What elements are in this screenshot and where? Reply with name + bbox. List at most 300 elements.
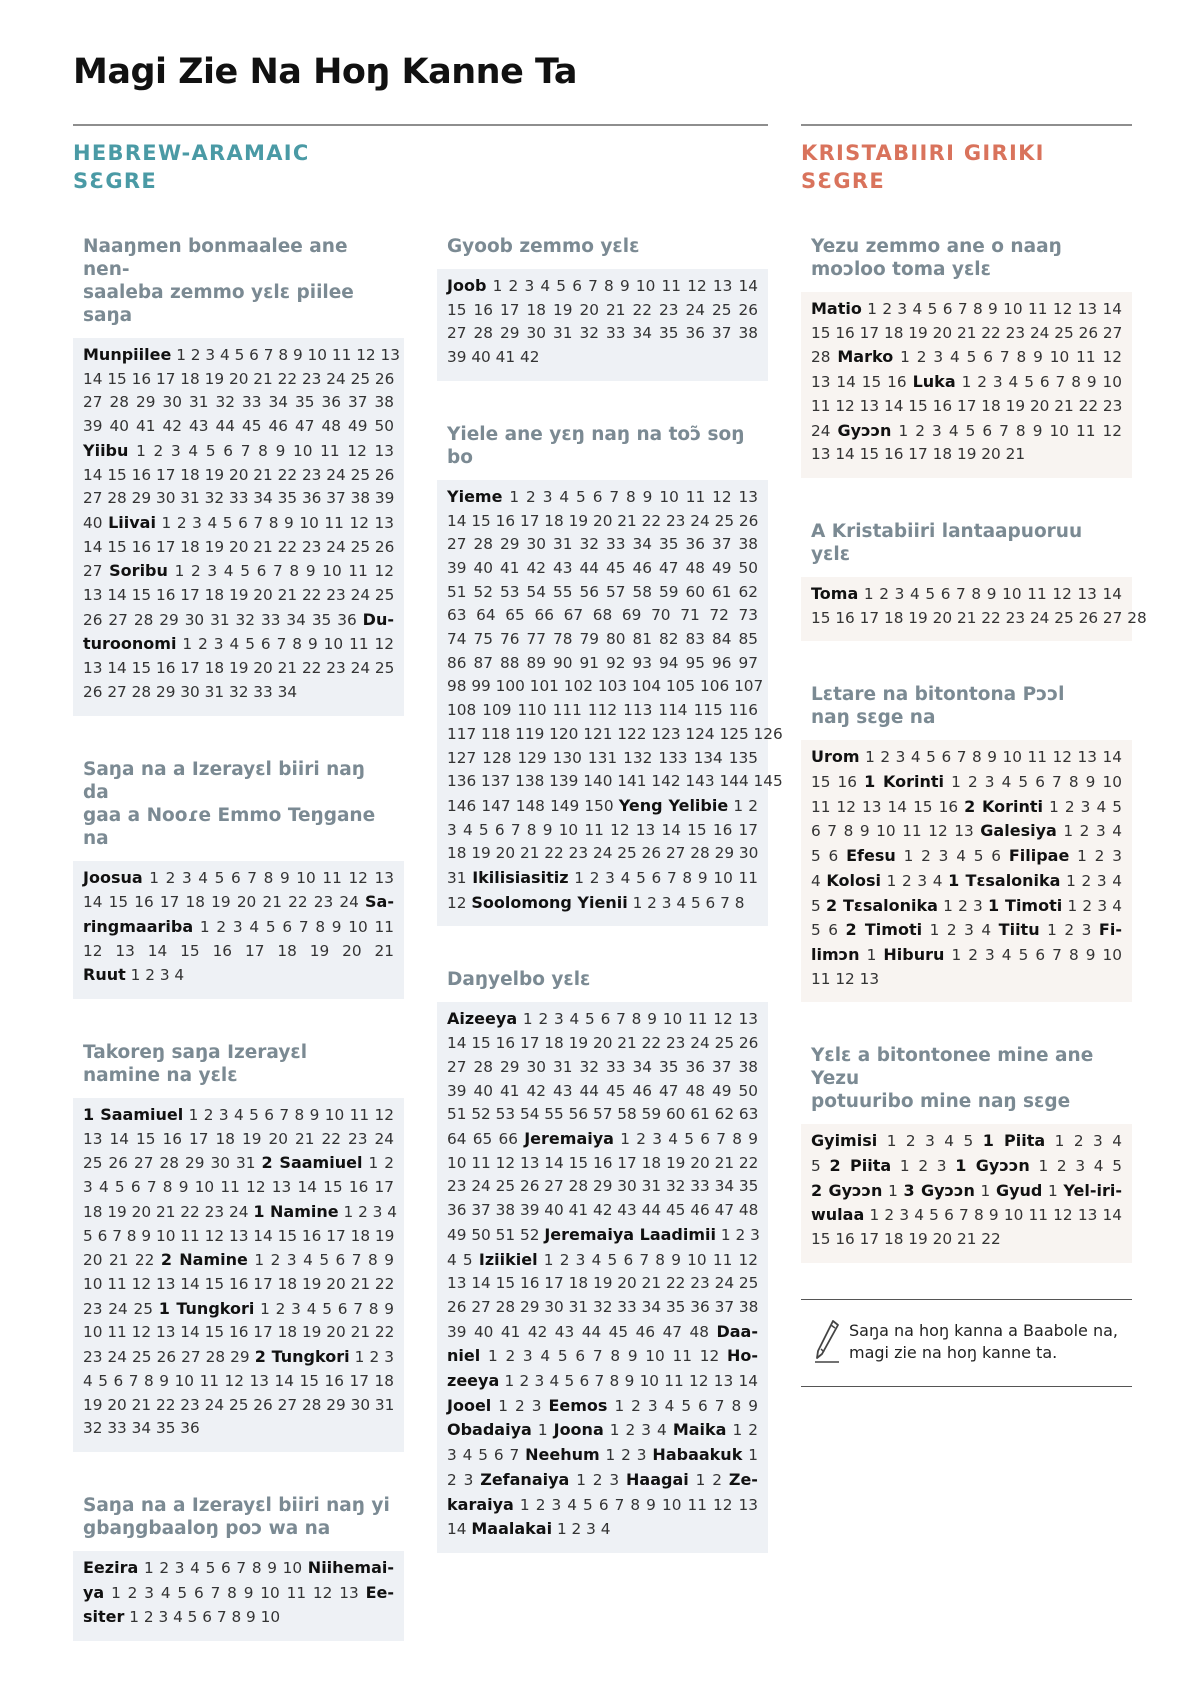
chapter-line <box>83 487 394 511</box>
chapter-numbers: 1 2 3 4 5 6 7 8 9 10 11 12 13 <box>111 1583 359 1602</box>
chapter-numbers: 1 2 3 4 5 6 7 8 9 <box>614 1396 758 1415</box>
chapter-line <box>447 1468 758 1493</box>
chapter-numbers: 18 19 20 21 22 23 24 <box>83 1202 249 1221</box>
note-line: Saŋa na hoŋ kanna a Baabole na, <box>849 1321 1118 1340</box>
group-title-line: Naaŋmen bonmaalee ane nen- <box>83 236 348 280</box>
chapter-numbers: 1 <box>748 1446 758 1465</box>
group-title <box>447 235 758 258</box>
chapter-line <box>811 968 1122 992</box>
chapter-line <box>811 918 1122 943</box>
chapter-line <box>83 1556 394 1581</box>
chapter-numbers: 74 75 76 77 78 79 80 81 82 83 84 85 <box>447 630 758 649</box>
chapter-numbers: 19 20 21 22 23 24 25 26 27 28 29 30 31 <box>83 1395 395 1414</box>
chapter-line <box>447 794 758 819</box>
chapter-numbers: 1 2 3 4 5 6 7 8 9 10 11 12 <box>898 421 1122 440</box>
group-title <box>447 423 758 469</box>
chapter-numbers: 14 15 16 17 18 19 20 21 22 23 24 25 26 <box>83 465 395 484</box>
chapter-line <box>83 1394 394 1418</box>
chapter-line <box>447 652 758 676</box>
book-name: Galesiya <box>980 821 1057 841</box>
chapter-line <box>447 628 758 652</box>
chapter-numbers: 27 28 29 30 31 32 33 34 35 36 37 38 <box>447 1057 758 1076</box>
book-name: 2 Tungkori <box>254 1347 350 1367</box>
book-name: Joosua <box>83 867 143 887</box>
chapter-line <box>811 419 1122 444</box>
book-name: Toma <box>811 583 859 603</box>
chapter-line <box>447 1248 758 1273</box>
chapter-numbers: 1 2 3 4 5 6 7 8 9 10 11 12 13 14 <box>867 300 1122 318</box>
chapter-numbers: 5 6 <box>811 921 838 940</box>
group-title-line: saaleba zemmo yɛlɛ piilee saŋa <box>83 282 354 326</box>
chapter-line <box>811 770 1122 795</box>
group-title-line: namine na yɛlɛ <box>83 1065 238 1087</box>
book-name: Ruut <box>83 965 126 985</box>
chapter-numbers: 1 2 3 4 5 6 7 8 9 10 11 12 <box>174 562 394 581</box>
chapter-line <box>83 963 394 988</box>
book-name: Gyud <box>995 1180 1043 1200</box>
chapter-line <box>83 1248 394 1273</box>
chapter-line <box>811 1228 1122 1252</box>
book-name: Munpiilee <box>83 345 172 364</box>
chapter-line <box>83 368 394 392</box>
chapter-line <box>447 1296 758 1320</box>
chapter-line <box>83 1151 394 1176</box>
chapter-line <box>447 1344 758 1369</box>
chapter-numbers: 1 2 3 4 5 6 7 8 9 10 11 12 13 14 <box>863 584 1122 603</box>
book-name: siter <box>83 1607 125 1627</box>
reading-group <box>801 520 1147 641</box>
chapter-list <box>73 1551 404 1641</box>
chapter-line <box>83 866 394 891</box>
book-name: Gyimisi <box>811 1131 878 1151</box>
chapter-line <box>447 1152 758 1176</box>
chapter-line <box>83 584 394 608</box>
chapter-line <box>83 391 394 415</box>
chapter-line <box>447 1223 758 1248</box>
chapter-line <box>83 1273 394 1297</box>
chapter-line <box>447 1320 758 1345</box>
chapter-list <box>73 338 404 716</box>
chapter-numbers: 11 12 13 <box>811 969 880 988</box>
book-name: Habaakuk <box>652 1445 743 1465</box>
chapter-line <box>83 915 394 940</box>
book-name: wulaa <box>811 1205 865 1225</box>
chapter-numbers: 40 <box>83 513 103 532</box>
chapter-numbers: 86 87 88 89 90 91 92 93 94 95 96 97 <box>447 653 758 672</box>
chapter-line <box>447 1493 758 1518</box>
reading-group <box>801 235 1132 478</box>
book-name: Maalakai <box>471 1519 553 1539</box>
chapter-numbers: 5 6 <box>811 847 839 866</box>
book-name: Ho- <box>726 1346 758 1366</box>
chapter-line <box>447 604 758 628</box>
chapter-line <box>83 464 394 488</box>
book-name: 2 Tɛsalonika <box>825 895 938 915</box>
chapter-line <box>447 1517 758 1542</box>
chapter-numbers: 6 7 8 9 10 11 12 13 <box>811 822 974 841</box>
chapter-numbers: 15 16 17 18 19 20 21 22 23 24 25 26 <box>447 300 758 319</box>
book-name: 2 Saamiuel <box>261 1153 363 1173</box>
chapter-list <box>437 480 783 927</box>
chapter-line <box>83 1103 394 1128</box>
chapter-line <box>447 1369 758 1394</box>
chapter-line <box>83 1605 394 1630</box>
chapter-numbers: 108 109 110 111 112 113 114 115 116 <box>447 701 758 720</box>
chapter-numbers: 31 <box>447 869 467 888</box>
chapter-line <box>83 511 394 536</box>
book-name: Jeremaiya Laadimii <box>544 1224 716 1244</box>
chapter-numbers: 1 <box>980 1181 991 1200</box>
chapter-line <box>447 891 758 916</box>
book-name: Fi- <box>1098 920 1122 940</box>
chapter-numbers: 39 40 41 42 43 44 45 46 47 48 49 50 <box>447 558 758 577</box>
chapter-numbers: 15 16 17 18 19 20 21 22 23 24 25 26 27 <box>811 323 1123 342</box>
chapter-line <box>83 1297 394 1322</box>
group-title <box>811 520 1122 566</box>
group-title-line: Yezu zemmo ane o naaŋ <box>811 236 1062 257</box>
chapter-line <box>447 1443 758 1468</box>
greek-column <box>801 235 1147 1305</box>
chapter-line <box>83 1128 394 1152</box>
chapter-line <box>447 723 783 747</box>
chapter-numbers: 146 147 148 149 150 <box>447 796 614 815</box>
chapter-numbers: 1 2 3 4 <box>1063 822 1122 841</box>
book-name: 1 Timoti <box>987 895 1063 915</box>
chapter-numbers: 5 <box>811 896 821 915</box>
book-name: Eemos <box>548 1395 608 1415</box>
book-name: limɔn <box>811 944 860 964</box>
chapter-numbers: 4 <box>811 871 821 890</box>
chapter-line <box>83 415 394 439</box>
chapter-numbers: 1 2 3 4 5 <box>886 1132 974 1151</box>
chapter-line <box>83 1370 394 1394</box>
chapter-numbers: 26 27 28 29 30 31 32 33 34 <box>83 682 298 701</box>
chapter-numbers: 1 2 3 4 5 6 7 8 9 10 11 12 13 <box>161 513 394 532</box>
chapter-numbers: 64 65 66 <box>447 1129 518 1148</box>
book-name: 3 Gyɔɔn <box>903 1180 975 1200</box>
chapter-line <box>811 1129 1122 1154</box>
chapter-line <box>447 274 758 299</box>
book-name: turoonomi <box>83 634 177 654</box>
book-name: 1 Gyɔɔn <box>955 1156 1030 1176</box>
chapter-line <box>83 1200 398 1225</box>
book-name: niel <box>447 1346 481 1366</box>
chapter-numbers: 13 14 15 16 17 18 19 20 21 22 23 24 25 <box>447 1274 759 1293</box>
chapter-line <box>83 940 394 964</box>
chapter-numbers: 3 4 5 6 7 8 9 10 11 12 13 14 15 16 17 <box>447 820 758 839</box>
book-name: Efesu <box>846 846 896 866</box>
group-title-line: Yiele ane yɛŋ naŋ na toɔ̃ soŋ bo <box>447 423 745 468</box>
chapter-numbers: 39 40 41 42 <box>447 348 540 367</box>
chapter-line <box>447 1394 758 1419</box>
chapter-numbers: 1 <box>866 945 877 964</box>
chapter-numbers: 20 21 22 <box>83 1251 155 1270</box>
book-name: Aizeeya <box>447 1009 518 1029</box>
chapter-numbers: 1 2 <box>732 1421 758 1440</box>
book-name: ya <box>83 1582 105 1602</box>
chapter-numbers: 12 <box>447 893 467 912</box>
chapter-line <box>447 1175 758 1199</box>
chapter-numbers: 1 2 3 4 5 6 7 8 9 10 <box>951 773 1122 792</box>
book-name: 1 Korinti <box>864 772 945 792</box>
chapter-line <box>811 582 1122 607</box>
reading-group <box>73 235 404 716</box>
chapter-numbers: 127 128 129 130 131 132 133 134 135 <box>447 748 758 767</box>
chapter-numbers: 14 15 16 17 18 19 20 21 22 23 24 25 26 <box>83 369 395 388</box>
chapter-line <box>447 675 764 699</box>
book-name: Yel-iri- <box>1063 1180 1122 1200</box>
chapter-line <box>447 1272 758 1296</box>
chapter-numbers: 1 2 3 4 5 6 7 8 <box>632 893 745 912</box>
group-title-line: Saŋa na a Izerayɛl biiri naŋ da <box>83 758 365 803</box>
chapter-numbers: 23 24 25 26 27 28 29 <box>83 1348 250 1367</box>
chapter-list <box>801 292 1132 478</box>
chapter-numbers: 25 26 27 28 29 30 31 <box>83 1154 256 1173</box>
chapter-numbers: 13 14 15 16 17 18 19 20 21 22 23 24 25 <box>83 586 395 605</box>
chapter-numbers: 26 27 28 29 30 31 32 33 34 35 36 <box>83 610 357 629</box>
chapter-numbers: 1 <box>888 1181 898 1200</box>
reading-group <box>73 1041 404 1452</box>
chapter-line <box>447 866 758 891</box>
hebrew-section-rule <box>73 124 768 126</box>
reading-note <box>801 1300 1132 1386</box>
book-name: Filipae <box>1008 846 1070 866</box>
chapter-numbers: 36 37 38 39 40 41 42 43 44 45 46 47 48 <box>447 1201 759 1220</box>
chapter-line <box>447 1007 758 1032</box>
chapter-numbers: 1 2 3 4 5 6 7 8 9 10 11 12 13 14 <box>865 748 1122 767</box>
chapter-numbers: 1 2 3 <box>1077 847 1122 866</box>
chapter-numbers: 14 15 16 17 18 19 20 21 22 23 24 25 26 <box>83 537 395 556</box>
note-line: magi zie na hoŋ kanne ta. <box>849 1343 1058 1362</box>
chapter-numbers: 11 12 13 14 15 16 17 18 19 20 21 22 23 <box>811 396 1123 415</box>
chapter-line <box>83 439 394 464</box>
chapter-numbers: 1 2 3 4 5 6 7 8 9 <box>260 1299 395 1318</box>
chapter-numbers: 1 2 3 4 5 6 7 8 9 10 11 12 <box>543 1250 758 1269</box>
group-title-line: Gyoob zemmo yɛlɛ <box>447 236 640 257</box>
chapter-line <box>83 608 394 633</box>
chapter-line <box>811 943 1122 968</box>
chapter-numbers: 1 2 3 4 <box>1054 1132 1122 1151</box>
chapter-numbers: 15 16 <box>811 773 858 792</box>
chapter-list <box>73 1098 404 1452</box>
chapter-numbers: 1 2 3 4 5 6 <box>903 847 1002 866</box>
book-name: Sa- <box>365 892 394 912</box>
greek-section-rule <box>801 124 1132 126</box>
group-title-line: naŋ sɛge na <box>811 707 936 729</box>
group-title-line: A Kristabiiri lantaapuoruu yɛlɛ <box>811 520 1083 565</box>
reading-group <box>801 1044 1132 1263</box>
chapter-numbers: 1 2 3 4 5 6 7 8 9 10 11 <box>199 917 394 936</box>
chapter-numbers: 27 28 29 30 31 32 33 34 35 36 37 38 <box>83 393 394 412</box>
chapter-numbers: 1 2 <box>733 796 758 815</box>
chapter-line <box>447 322 758 346</box>
chapter-numbers: 1 2 3 <box>1047 921 1092 940</box>
chapter-numbers: 51 52 53 54 55 56 57 58 59 60 61 62 <box>447 582 758 601</box>
book-name: 1 Piita <box>982 1131 1046 1151</box>
chapter-line <box>447 299 758 323</box>
chapter-line <box>447 485 758 510</box>
chapter-numbers: 1 2 3 4 5 6 7 8 9 10 11 12 <box>188 1106 394 1125</box>
chapter-numbers: 13 14 15 16 17 18 19 20 21 <box>811 445 1026 464</box>
chapter-line <box>447 747 758 771</box>
chapter-numbers: 12 13 14 15 16 17 18 19 20 21 <box>83 941 394 960</box>
book-name: 2 Piita <box>829 1156 892 1176</box>
chapter-line <box>83 343 400 368</box>
chapter-numbers: 1 2 3 4 5 6 7 8 9 10 11 12 <box>182 635 394 654</box>
book-name: Soolomong Yienii <box>471 892 628 912</box>
chapter-numbers: 1 2 <box>368 1154 394 1173</box>
chapter-numbers: 39 40 41 42 43 44 45 46 47 48 <box>447 1322 709 1341</box>
chapter-numbers: 1 2 3 4 5 6 7 8 9 10 <box>129 1608 281 1627</box>
chapter-numbers: 1 2 3 4 5 6 7 8 9 <box>254 1251 394 1270</box>
book-name: Tiitu <box>998 920 1040 940</box>
book-name: Maika <box>672 1420 727 1440</box>
chapter-line <box>811 345 1122 370</box>
chapter-line <box>83 1581 394 1606</box>
note-text <box>849 1320 1118 1364</box>
chapter-line <box>447 1127 758 1152</box>
chapter-line <box>83 559 394 584</box>
chapter-line <box>811 1154 1122 1179</box>
group-title <box>447 968 758 991</box>
chapter-numbers: 4 5 6 7 8 9 10 11 12 13 14 15 16 17 18 <box>83 1371 394 1390</box>
chapter-line <box>83 536 394 560</box>
chapter-numbers: 1 2 3 4 5 6 7 8 9 10 11 12 13 <box>149 868 394 887</box>
book-name: 2 Namine <box>160 1250 248 1270</box>
chapter-line <box>447 346 758 370</box>
book-name: Obadaiya <box>447 1420 532 1440</box>
chapter-numbers: 51 52 53 54 55 56 57 58 59 60 61 62 63 <box>447 1105 759 1124</box>
chapter-numbers: 14 15 16 17 18 19 20 21 22 23 24 25 26 <box>447 1034 759 1053</box>
book-name: karaiya <box>447 1494 514 1514</box>
chapter-line <box>811 894 1122 919</box>
chapter-numbers: 14 15 16 17 18 19 20 21 22 23 24 <box>83 893 359 912</box>
group-title-line: gbaŋgbaaloŋ poɔ wa na <box>83 1517 331 1539</box>
chapter-line <box>811 322 1122 346</box>
chapter-numbers: 27 28 29 30 31 32 33 34 35 36 37 38 <box>447 535 758 554</box>
chapter-line <box>83 1176 394 1200</box>
chapter-list <box>801 740 1132 1002</box>
chapter-numbers: 5 6 7 8 9 10 11 12 13 14 15 16 17 18 19 <box>83 1226 395 1245</box>
book-name: 2 Gyɔɔn <box>811 1180 883 1200</box>
chapter-line <box>811 443 1122 467</box>
chapter-numbers: 14 15 16 17 18 19 20 21 22 23 24 25 26 <box>447 511 759 530</box>
group-title <box>811 683 1122 729</box>
chapter-line <box>811 745 1122 770</box>
group-title <box>83 1494 394 1540</box>
chapter-numbers: 18 19 20 21 22 23 24 25 26 27 28 29 30 <box>447 844 759 863</box>
book-name: Joob <box>447 276 487 295</box>
book-name: Daa- <box>716 1321 758 1341</box>
group-title-line: Daŋyelbo yɛlɛ <box>447 969 591 991</box>
chapter-line <box>83 632 394 657</box>
chapter-line <box>447 533 758 557</box>
book-name: Marko <box>837 347 894 367</box>
chapter-numbers: 23 24 25 <box>83 1299 153 1318</box>
book-name: Du- <box>362 609 394 629</box>
chapter-numbers: 39 40 41 42 43 44 45 46 47 48 49 50 <box>83 417 394 436</box>
group-title <box>811 235 1122 281</box>
chapter-line <box>811 819 1122 844</box>
chapter-numbers: 1 2 3 4 5 6 7 8 9 10 11 12 13 14 <box>504 1372 758 1391</box>
book-name: Niihemai- <box>307 1557 394 1577</box>
chapter-line <box>811 1179 1122 1204</box>
book-name: ringmaariba <box>83 916 194 936</box>
chapter-line <box>447 510 758 534</box>
book-name: Ee- <box>365 1582 394 1602</box>
chapter-numbers: 1 2 3 4 <box>1066 871 1122 890</box>
hebrew-column-left <box>73 235 404 1683</box>
chapter-numbers: 1 2 3 <box>899 1157 947 1176</box>
reading-group <box>73 758 404 1000</box>
chapter-numbers: 1 2 3 4 5 6 7 8 9 10 11 12 13 <box>176 346 400 364</box>
book-name: Liivai <box>108 512 156 532</box>
chapter-numbers: 1 2 3 4 <box>929 921 992 940</box>
book-name: Neehum <box>525 1445 600 1465</box>
chapter-line <box>83 681 394 705</box>
chapter-numbers: 1 2 3 4 5 6 7 8 9 10 <box>961 373 1122 392</box>
chapter-numbers: 1 2 3 4 5 <box>1038 1157 1122 1176</box>
chapter-line <box>811 297 1122 322</box>
chapter-numbers: 27 28 29 30 31 32 33 34 35 36 37 38 <box>447 324 758 343</box>
reading-group <box>73 1494 404 1641</box>
chapter-line <box>811 795 1122 820</box>
chapter-numbers: 1 2 3 4 <box>1067 896 1122 915</box>
heading-line: HEBREW-ARAMAIC <box>73 141 310 165</box>
book-name: 1 Saamiuel <box>83 1105 184 1125</box>
chapter-line <box>447 842 758 866</box>
group-title <box>83 235 394 327</box>
pencil-icon <box>813 1318 841 1364</box>
chapter-line <box>811 1203 1122 1228</box>
chapter-numbers: 98 99 100 101 102 103 104 105 106 107 <box>447 677 764 696</box>
book-name: Hiburu <box>883 944 945 964</box>
chapter-numbers: 27 28 29 30 31 32 33 34 35 36 37 38 39 <box>83 489 395 508</box>
chapter-numbers: 32 33 34 35 36 <box>83 1419 200 1438</box>
chapter-numbers: 1 2 3 4 5 6 7 8 9 10 11 12 13 14 <box>492 277 758 295</box>
book-name: Iziikiel <box>478 1249 538 1269</box>
chapter-numbers: 1 2 3 4 5 6 7 8 9 10 11 12 13 14 <box>869 1206 1122 1225</box>
chapter-numbers: 15 16 17 18 19 20 21 22 23 24 25 26 27 28 <box>811 608 1147 627</box>
chapter-line <box>447 581 758 605</box>
chapter-list <box>73 861 404 1000</box>
group-title-line: Yɛlɛ a bitontonee mine ane Yezu <box>811 1045 1094 1090</box>
chapter-numbers: 1 2 3 4 <box>609 1421 667 1440</box>
chapter-numbers: 1 2 3 4 <box>130 966 185 985</box>
book-name: Kolosi <box>826 870 881 890</box>
book-name: Joona <box>553 1420 604 1440</box>
chapter-line <box>447 1056 758 1080</box>
chapter-numbers: 117 118 119 120 121 122 123 124 125 126 <box>447 724 783 743</box>
book-name: zeeya <box>447 1371 500 1391</box>
chapter-numbers: 1 2 3 <box>720 1225 760 1244</box>
book-name: Jeremaiya <box>524 1128 614 1148</box>
chapter-numbers: 39 40 41 42 43 44 45 46 47 48 49 50 <box>447 1081 758 1100</box>
book-name: Jooel <box>447 1395 492 1415</box>
heading-line: SƐGRE <box>801 169 885 193</box>
chapter-numbers: 1 2 3 4 5 6 7 8 9 10 <box>951 945 1122 964</box>
page-title: Magi Zie Na Hoŋ Kanne Ta <box>73 52 577 92</box>
chapter-numbers: 10 11 12 13 14 15 16 17 18 19 20 21 22 <box>447 1153 759 1172</box>
chapter-numbers: 1 2 <box>695 1470 722 1489</box>
chapter-numbers: 14 <box>447 1520 467 1539</box>
chapter-numbers: 1 2 3 4 <box>343 1202 398 1221</box>
chapter-line <box>811 370 1122 395</box>
chapter-numbers: 1 2 3 <box>576 1470 620 1489</box>
book-name: Luka <box>912 372 956 392</box>
reading-group <box>437 235 768 381</box>
chapter-numbers: 13 14 15 16 17 18 19 20 21 22 23 24 <box>83 1129 394 1148</box>
